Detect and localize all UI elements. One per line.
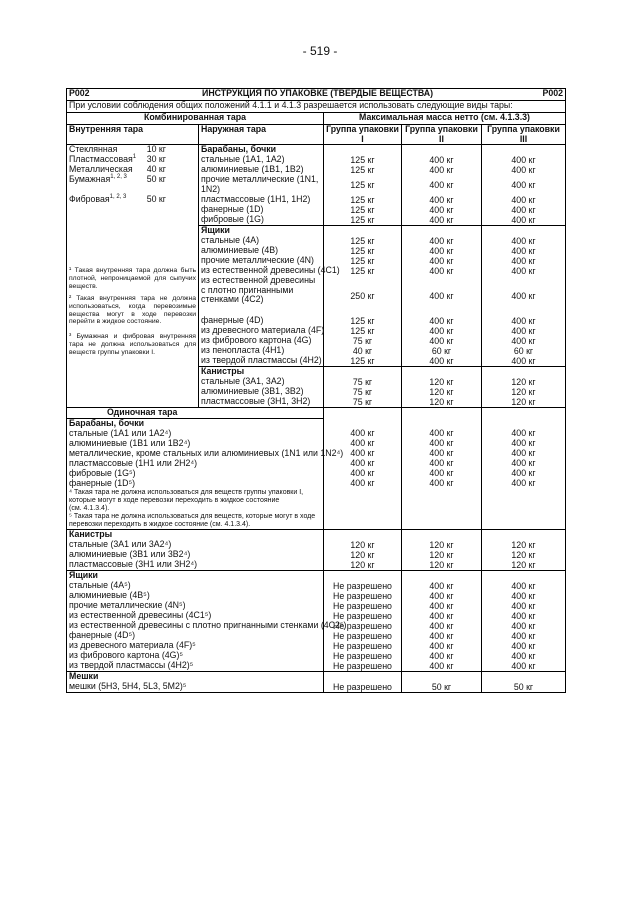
table-cell-value: 400 кг: [429, 215, 454, 225]
table-row-label: прочие металлические (1N1, 1N2): [201, 174, 319, 194]
table-row-label: прочие металлические (4N⁵): [69, 599, 186, 610]
table-cell-value: 400 кг: [511, 590, 536, 601]
table-row-label: стальные (1A1, 1A2): [201, 154, 285, 164]
table-row-label: стальные (4A⁵): [69, 579, 131, 590]
table-row-label: фанерные (1D): [201, 204, 264, 214]
table-cell-value: 120 кг: [429, 387, 454, 397]
inner-packaging-name: Стеклянная: [69, 144, 118, 154]
table-cell-value: 400 кг: [429, 266, 454, 276]
table-cell-value: 400 кг: [429, 246, 454, 256]
table-cell-value: 400 кг: [429, 155, 454, 165]
table-cell-value: 400 кг: [511, 458, 536, 468]
table-row-label: из твердой пластмассы (4H2)⁵: [69, 659, 194, 670]
table-row-label: алюминиевые (3B1 или 3B2⁴): [69, 548, 191, 559]
single-bags-section: [67, 671, 566, 692]
combined-header: Комбинированная тара: [67, 113, 324, 125]
single-footnote-4-ref: (см. 4.1.3.4).: [69, 504, 110, 512]
single-drums-section: [67, 418, 566, 529]
table-cell-value: Не разрешено: [333, 600, 392, 611]
table-cell-value: 400 кг: [511, 215, 536, 225]
inner-footnote-2: ² Такая внутренняя тара не должна использоваться, когда перевозимые вещества могут в ходе перевозки перейти в жидкое состояние.: [69, 295, 196, 326]
table-cell-value: 400 кг: [429, 180, 454, 190]
single-drums-pg1: [324, 418, 402, 529]
inner-packaging-mass: 30 кг: [146, 154, 166, 164]
table-cell-value: 400 кг: [511, 580, 536, 591]
table-row-label: стальные (4A): [201, 235, 260, 245]
table-cell-value: 125 кг: [350, 316, 375, 326]
table-row-label: пластмассовые (1H1 или 2H2⁴): [69, 457, 198, 468]
combined-drums-title: Барабаны, бочки: [201, 144, 277, 154]
table-cell-value: 120 кг: [429, 397, 454, 407]
table-cell-value: 125 кг: [350, 215, 375, 225]
intro-row: [67, 101, 566, 113]
table-row-label: из фибрового картона (4G)⁵: [69, 649, 184, 660]
table-row-label: мешки (5H3, 5H4, 5L3, 5M2)⁵: [69, 680, 187, 691]
table-cell-value: 400 кг: [511, 620, 536, 631]
single-drums-pg3: [482, 418, 566, 529]
table-row-label: из естественной древесины с плотно пригнанными стенками (4C2⁵): [69, 619, 347, 630]
table-cell-value: 75 кг: [352, 377, 373, 387]
table-cell-value: 120 кг: [429, 539, 454, 550]
table-cell-value: 125 кг: [350, 236, 375, 246]
table-cell-value: 400 кг: [511, 640, 536, 651]
pg1-header: Группа упаковки I: [324, 125, 402, 145]
table-row-label: стальные (3A1, 3A2): [201, 376, 285, 386]
table-cell-value: 400 кг: [429, 478, 454, 488]
table-cell-value: Не разрешено: [333, 660, 392, 671]
single-boxes-pg3: [482, 570, 566, 671]
combined-boxes-pg3: [482, 226, 566, 367]
table-cell-value: 400 кг: [429, 291, 454, 301]
table-cell-value: 120 кг: [350, 559, 375, 570]
single-jerricans-title: Канистры: [69, 528, 113, 539]
single-jerricans-pg2: [402, 529, 482, 570]
table-cell-value: 125 кг: [350, 266, 375, 276]
table-cell-value: Не разрешено: [333, 610, 392, 621]
table-cell-value: 400 кг: [511, 291, 536, 301]
single-title: Одиночная тара: [67, 408, 324, 419]
table-cell-value: 400 кг: [429, 356, 454, 366]
table-row-label: из древесного материала (4F)⁵: [69, 639, 196, 650]
table-cell-value: Не разрешено: [333, 650, 392, 661]
table-cell-value: 125 кг: [350, 256, 375, 266]
single-boxes-title: Ящики: [69, 569, 98, 580]
inner-footnote-3: ³ Бумажная и фибровая внутренняя тара не должна использоваться для веществ группы упаковки I.: [69, 333, 196, 356]
table-row-label: из древесного материала (4F): [201, 325, 325, 335]
table-cell-value: 125 кг: [350, 246, 375, 256]
table-cell-value: 75 кг: [352, 336, 373, 346]
table-cell-value: 400 кг: [511, 478, 536, 488]
single-boxes-pg2: [402, 570, 482, 671]
table-cell-value: 120 кг: [429, 559, 454, 570]
table-cell-value: 120 кг: [429, 377, 454, 387]
table-row-label: из пенопласта (4H1): [201, 345, 285, 355]
combined-jerricans-names: [199, 367, 324, 408]
inner-footnote-1: ¹ Такая внутренняя тара должна быть плотной, непроницаемой для сыпучих веществ.: [69, 267, 196, 290]
table-cell-value: 400 кг: [429, 428, 454, 438]
table-cell-value: 400 кг: [511, 438, 536, 448]
single-bags-names: [67, 671, 324, 692]
pg2-header: Группа упаковки II: [402, 125, 482, 145]
single-boxes-section: [67, 570, 566, 671]
table-cell-value: 400 кг: [511, 660, 536, 671]
intro-text: При условии соблюдения общих положений 4.1.1 и 4.1.3 разрешается использовать следующие виды тары:: [67, 101, 566, 113]
table-row-label: фибровые (1G): [201, 214, 264, 224]
table-cell-value: 120 кг: [429, 549, 454, 560]
table-cell-value: 75 кг: [352, 397, 373, 407]
table-cell-value: 125 кг: [350, 180, 375, 190]
table-cell-value: 400 кг: [350, 438, 375, 448]
table-cell-value: 400 кг: [511, 428, 536, 438]
table-cell-value: 400 кг: [511, 326, 536, 336]
table-cell-value: 400 кг: [511, 195, 536, 205]
table-cell-value: Не разрешено: [333, 620, 392, 631]
table-cell-value: 400 кг: [511, 650, 536, 661]
inner-packaging-name: Пластмассовая$^1$: [69, 154, 137, 164]
combined-jerricans-pg3: [482, 367, 566, 408]
instruction-title: ИНСТРУКЦИЯ ПО УПАКОВКЕ (ТВЕРДЫЕ ВЕЩЕСТВА): [202, 88, 434, 98]
table-cell-value: 400 кг: [511, 356, 536, 366]
table-cell-value: 400 кг: [429, 660, 454, 671]
table-cell-value: Не разрешено: [333, 590, 392, 601]
table-cell-value: 60 кг: [513, 346, 534, 356]
table-cell-value: 125 кг: [350, 195, 375, 205]
packing-instruction-table: [66, 88, 566, 693]
inner-packaging-item: [69, 175, 196, 195]
table-cell-value: 400 кг: [511, 256, 536, 266]
table-cell-value: 125 кг: [350, 326, 375, 336]
table-row-label: стальные (3A1 или 3A2⁴): [69, 538, 172, 549]
table-row-label: алюминиевые (3B1, 3B2): [201, 386, 304, 396]
title-row: [67, 89, 566, 101]
combined-jerricans-pg1: [324, 367, 402, 408]
table-cell-value: 400 кг: [429, 458, 454, 468]
combined-jerricans-title: Канистры: [201, 366, 245, 376]
inner-packaging-mass: 40 кг: [146, 164, 166, 174]
table-cell-value: Не разрешено: [333, 580, 392, 591]
table-cell-value: 400 кг: [511, 630, 536, 641]
table-row-label: алюминиевые (4B⁵): [69, 589, 150, 600]
group-header-row: [67, 113, 566, 125]
single-header-row: [67, 408, 566, 419]
table-cell-value: 125 кг: [350, 205, 375, 215]
table-cell-value: 120 кг: [511, 539, 536, 550]
inner-packaging-name: Металлическая: [69, 164, 133, 174]
table-row-label: прочие металлические (4N): [201, 255, 314, 265]
pg3-header: Группа упаковки III: [482, 125, 566, 145]
table-cell-value: 400 кг: [429, 468, 454, 478]
table-cell-value: 400 кг: [511, 600, 536, 611]
table-row-label: пластмассовые (3H1, 3H2): [201, 396, 311, 406]
table-cell-value: 400 кг: [429, 580, 454, 591]
table-row-label: алюминиевые (1B1, 1B2): [201, 164, 304, 174]
table-cell-value: 120 кг: [511, 387, 536, 397]
table-cell-value: 120 кг: [511, 549, 536, 560]
single-jerricans-pg1: [324, 529, 402, 570]
single-drums-title: Барабаны, бочки: [69, 417, 145, 428]
table-cell-value: 400 кг: [350, 428, 375, 438]
table-cell-value: 400 кг: [511, 448, 536, 458]
table-cell-value: 50 кг: [431, 681, 452, 692]
table-cell-value: 400 кг: [511, 205, 536, 215]
column-header-row: [67, 125, 566, 145]
table-cell-value: 75 кг: [352, 387, 373, 397]
table-cell-value: 400 кг: [429, 630, 454, 641]
table-cell-value: 400 кг: [350, 458, 375, 468]
combined-drums-pg3: [482, 145, 566, 226]
combined-drums-pg2: [402, 145, 482, 226]
table-row-label: алюминиевые (1B1 или 1B2⁴): [69, 437, 191, 448]
table-cell-value: 400 кг: [511, 316, 536, 326]
table-row-label: из естественной древесины (4C1⁵): [69, 609, 212, 620]
single-drums-pg2: [402, 418, 482, 529]
single-bags-pg2: [402, 671, 482, 692]
table-cell-value: 40 кг: [352, 346, 373, 356]
table-row-label: металлические, кроме стальных или алюминиевых (1N1 или 1N2⁴): [69, 447, 344, 458]
table-cell-value: 400 кг: [429, 326, 454, 336]
table-cell-value: 400 кг: [350, 478, 375, 488]
table-cell-value: 120 кг: [511, 377, 536, 387]
table-cell-value: 400 кг: [429, 336, 454, 346]
code-left: P002: [69, 88, 90, 98]
table-cell-value: 50 кг: [513, 681, 534, 692]
combined-drums-names: [199, 145, 324, 226]
combined-boxes-pg1: [324, 226, 402, 367]
table-cell-value: 400 кг: [511, 266, 536, 276]
table-cell-value: 400 кг: [511, 236, 536, 246]
combined-jerricans-pg2: [402, 367, 482, 408]
table-cell-value: 120 кг: [511, 397, 536, 407]
single-jerricans-pg3: [482, 529, 566, 570]
table-cell-value: 400 кг: [511, 165, 536, 175]
table-cell-value: 400 кг: [511, 180, 536, 190]
table-row-label: из твердой пластмассы (4H2): [201, 355, 322, 365]
table-cell-value: 125 кг: [350, 356, 375, 366]
combined-drums-section: [67, 145, 566, 226]
code-right: P002: [542, 88, 563, 98]
inner-packaging-name: Бумажная$^{1, 2, 3}$: [69, 174, 127, 184]
table-cell-value: Не разрешено: [333, 630, 392, 641]
table-cell-value: 400 кг: [429, 438, 454, 448]
table-cell-value: 400 кг: [429, 195, 454, 205]
table-cell-value: Не разрешено: [333, 640, 392, 651]
table-row-label: из естественной древесины с плотно пригнанными стенками (4C2): [201, 275, 316, 304]
table-cell-value: 400 кг: [429, 620, 454, 631]
table-cell-value: 120 кг: [350, 549, 375, 560]
table-cell-value: 400 кг: [511, 246, 536, 256]
combined-drums-pg1: [324, 145, 402, 226]
single-boxes-pg1: [324, 570, 402, 671]
inner-packagings-cell: [67, 145, 199, 408]
table-cell-value: 400 кг: [350, 448, 375, 458]
table-row-label: из фибрового картона (4G): [201, 335, 312, 345]
table-cell-value: 400 кг: [350, 468, 375, 478]
table-row-label: алюминиевые (4B): [201, 245, 279, 255]
table-row-label: фанерные (4D⁵): [69, 629, 136, 640]
table-cell-value: 60 кг: [431, 346, 452, 356]
table-row-label: пластмассовые (1H1, 1H2): [201, 194, 311, 204]
table-row-label: стальные (1A1 или 1A2⁴): [69, 427, 172, 438]
table-cell-value: 400 кг: [511, 336, 536, 346]
single-footnote-4: ⁴ Такая тара не должна использоваться для веществ группы упаковки I, которые могут в ходе перевозки переходить в жидкое состояние: [69, 488, 304, 504]
single-footnote-5: ⁵ Такая тара не должна использоваться для веществ, которые могут в ходе перевозки переходить в жидкое состояние (см. 4.1.3.4).: [69, 512, 316, 528]
table-cell-value: Не разрешено: [333, 681, 392, 692]
combined-boxes-title: Ящики: [201, 225, 230, 235]
single-jerricans-section: [67, 529, 566, 570]
combined-boxes-pg2: [402, 226, 482, 367]
table-cell-value: 400 кг: [511, 468, 536, 478]
outer-header: Наружная тара: [199, 125, 324, 145]
single-drums-names: [67, 417, 344, 529]
inner-packaging-item: [69, 195, 196, 205]
table-cell-value: 400 кг: [429, 600, 454, 611]
table-cell-value: 125 кг: [350, 155, 375, 165]
table-cell-value: 400 кг: [429, 640, 454, 651]
inner-packaging-mass: 50 кг: [146, 174, 166, 184]
max-mass-header: Максимальная масса нетто (см. 4.1.3.3): [324, 113, 566, 125]
table-cell-value: 250 кг: [350, 291, 375, 301]
inner-packaging-mass: 10 кг: [146, 144, 166, 154]
table-cell-value: 400 кг: [429, 448, 454, 458]
table-cell-value: 400 кг: [429, 610, 454, 621]
single-bags-title: Мешки: [69, 670, 99, 681]
page-number: - 519 -: [302, 44, 338, 58]
table-cell-value: 400 кг: [429, 256, 454, 266]
combined-boxes-names: [199, 225, 340, 367]
table-cell-value: 125 кг: [350, 165, 375, 175]
table-row-label: пластмассовые (3H1 или 3H2⁴): [69, 558, 198, 569]
table-cell-value: 400 кг: [429, 205, 454, 215]
table-cell-value: 120 кг: [511, 559, 536, 570]
table-cell-value: 400 кг: [429, 165, 454, 175]
table-cell-value: 400 кг: [429, 236, 454, 246]
table-row-label: фибровые (1G⁵): [69, 467, 136, 478]
table-cell-value: 120 кг: [350, 539, 375, 550]
single-boxes-names: [67, 569, 347, 671]
single-bags-pg3: [482, 671, 566, 692]
single-jerricans-names: [67, 529, 324, 570]
table-row-label: фанерные (1D⁵): [69, 477, 136, 488]
inner-packaging-mass: 50 кг: [146, 194, 166, 204]
table-row-label: фанерные (4D): [201, 315, 264, 325]
table-cell-value: 400 кг: [429, 316, 454, 326]
table-cell-value: 400 кг: [511, 155, 536, 165]
inner-header: Внутренняя тара: [67, 125, 199, 145]
table-row-label: из естественной древесины (4C1): [201, 265, 340, 275]
single-bags-pg1: [324, 671, 402, 692]
table-cell-value: 400 кг: [429, 590, 454, 601]
table-cell-value: 400 кг: [511, 610, 536, 621]
inner-packaging-name: Фибровая$^{1, 2, 3}$: [69, 194, 127, 204]
table-cell-value: 400 кг: [429, 650, 454, 661]
